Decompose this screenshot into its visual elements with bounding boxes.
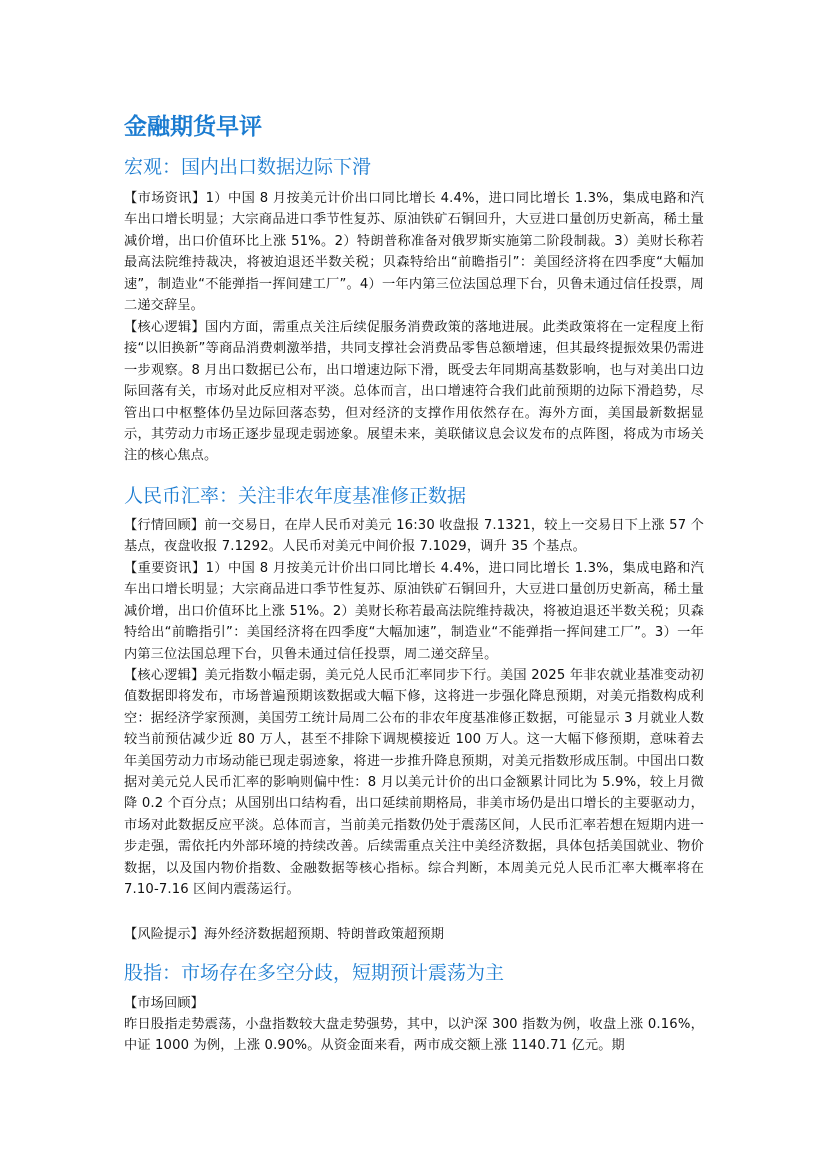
paragraph-rmb-review [124,515,704,558]
paragraph-tag: 【核心逻辑】 [124,668,205,683]
paragraph-rmb-logic [124,665,704,900]
section-heading-macro: 宏观：国内出口数据边际下滑 [124,156,372,178]
paragraph-tag: 【重要资讯】 [124,561,206,576]
paragraph-text: 1）中国 8 月按美元计价出口同比增长 4.4%，进口同比增长 1.3%，集成电路和汽车出口增长明显；大宗商品进口季节性复苏、原油铁矿石铜回升，大豆进口量创历史新高，稀土量减价增，出口价值环比上涨 51%。2）特朗普称准备对俄罗斯实施第二阶段制裁。3）美财长称若最高法院维持裁决，将被迫退还半数关税；贝森特给出“前瞻指引”：美国经济将在四季度“大幅加速”，制造业“不能弹指一挥间建工厂”。4）一年内第三位法国总理下台，贝鲁未通过信任投票，周二递交辞呈。 [124,191,704,314]
paragraph-tag: 【市场回顾】 [124,996,205,1011]
page-title: 金融期货早评 [124,114,262,140]
section-heading-rmb: 人民币汇率：关注非农年度基准修正数据 [124,485,467,507]
paragraph-macro-news [124,188,704,316]
paragraph-rmb-news [124,558,704,665]
paragraph-rmb-risk [124,924,704,945]
paragraph-index-review [124,1014,704,1057]
paragraph-tag: 【行情回顾】 [124,518,205,533]
section-heading-index: 股指：市场存在多空分歧，短期预计震荡为主 [124,962,505,984]
paragraph-index-review-tag [124,993,704,1014]
paragraph-text: 前一交易日，在岸人民币对美元 16:30 收盘报 7.1321，较上一交易日下上涨 57 个基点，夜盘收报 7.1292。人民币对美元中间价报 7.1029，调升 35 个基点。 [124,518,704,555]
paragraph-text: 美元指数小幅走弱，美元兑人民币汇率同步下行。美国 2025 年非农就业基准变动初值数据即将发布，市场普遍预期该数据或大幅下修，这将进一步强化降息预期，对美元指数构成利空：据经济学家预测，美国劳工统计局周二公布的非农年度基准修正数据，可能显示 3 月就业人数较当前预估减少近 80 万人，甚至不排除下调规模接近 100 万人。这一大幅下修预期，意味着去年美国劳动力市场动能已现走弱迹象，将进一步推升降息预期，对美元指数形成压制。中国出口数据对美元兑人民币汇率的影响则偏中性：8 月以美元计价的出口金额累计同比为 5.9%，较上月微降 0.2 个百分点；从国别出口结构看，出口延续前期格局，非美市场仍是出口增长的主要驱动力，市场对此数据反应平淡。总体而言，当前美元指数仍处于震荡区间，人民币汇率若想在短期内进一步走强，需依托内外部环境的持续改善。后续需重点关注中美经济数据，具体包括美国就业、物价数据，以及国内物价指数、金融数据等核心指标。综合判断，本周美元兑人民币汇率大概率将在 7.10-7.16 区间内震荡运行。 [124,668,704,898]
paragraph-text: 海外经济数据超预期、特朗普政策超预期 [204,927,445,942]
paragraph-text: 昨日股指走势震荡，小盘指数较大盘走势强势，其中，以沪深 300 指数为例，收盘上涨 0.16%，中证 1000 为例，上涨 0.90%。从资金面来看，两市成交额上涨 1140.71 亿元。期 [124,1017,704,1054]
paragraph-tag: 【风险提示】 [124,927,205,942]
paragraph-macro-logic [124,317,704,467]
paragraph-text: 国内方面，需重点关注后续促服务消费政策的落地进展。此类政策将在一定程度上衔接“以旧换新”等商品消费刺激举措，共同支撑社会消费品零售总额增速，但其最终提振效果仍需进一步观察。8 月出口数据已公布，出口增速边际下滑，既受去年同期高基数影响，也与对美出口边际回落有关，市场对此反应相对平淡。总体而言，出口增速符合我们此前预期的边际下滑趋势，尽管出口中枢整体仍呈边际回落态势，但对经济的支撑作用依然存在。海外方面，美国最新数据显示，其劳动力市场正逐步显现走弱迹象。展望未来，美联储议息会议发布的点阵图，将成为市场关注的核心焦点。 [124,320,704,464]
paragraph-tag: 【市场资讯】 [124,191,206,206]
paragraph-text: 1）中国 8 月按美元计价出口同比增长 4.4%，进口同比增长 1.3%，集成电路和汽车出口增长明显；大宗商品进口季节性复苏、原油铁矿石铜回升，大豆进口量创历史新高，稀土量减价增，出口价值环比上涨 51%。2）美财长称若最高法院维持裁决，将被迫退还半数关税；贝森特给出“前瞻指引”：美国经济将在四季度“大幅加速”，制造业“不能弹指一挥间建工厂”。3）一年内第三位法国总理下台，贝鲁未通过信任投票，周二递交辞呈。 [124,561,704,662]
paragraph-tag: 【核心逻辑】 [124,320,205,335]
